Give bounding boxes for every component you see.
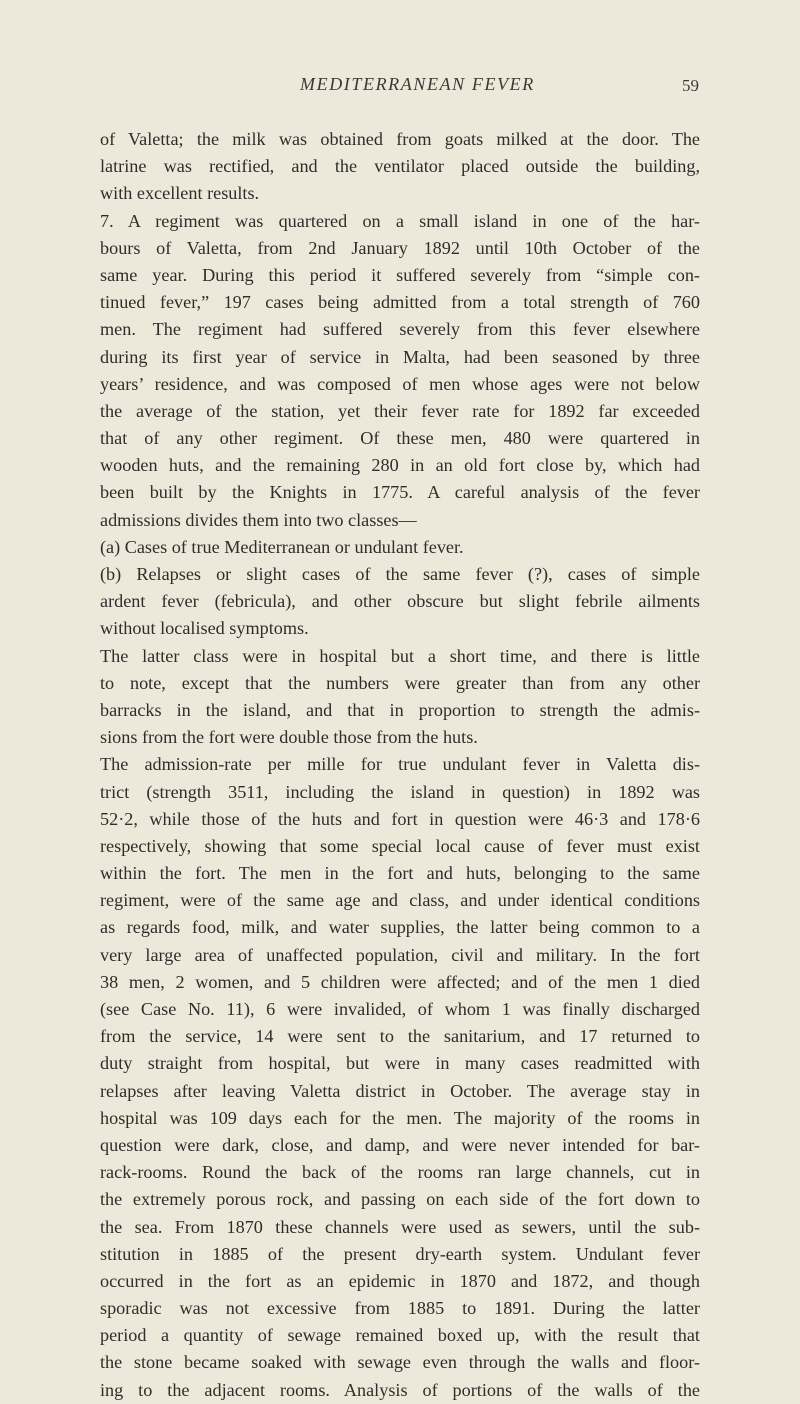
page-number: 59 [682, 76, 699, 95]
text-line: occurred in the fort as an epidemic in 1870 and 1872, and though [100, 1270, 700, 1291]
text-line: to note, except that the numbers were greater than from any other [100, 672, 700, 693]
text-line: 7. A regiment was quartered on a small island in one of the har- [100, 210, 700, 231]
body-text [100, 126, 700, 1404]
text-line: years’ residence, and was composed of men whose ages were not below [100, 373, 700, 394]
text-line: stitution in 1885 of the present dry-earth system. Undulant fever [100, 1243, 700, 1264]
text-line: hospital was 109 days each for the men. The majority of the rooms in [100, 1107, 700, 1128]
text-line: The admission-rate per mille for true undulant fever in Valetta dis- [100, 754, 700, 775]
text-line: sporadic was not excessive from 1885 to 1891. During the latter [100, 1298, 700, 1319]
text-line: sions from the fort were double those from the huts. [100, 727, 478, 748]
text-line: ing to the adjacent rooms. Analysis of portions of the walls of the [100, 1379, 700, 1400]
text-line: within the fort. The men in the fort and huts, belonging to the same [100, 863, 700, 884]
text-line: duty straight from hospital, but were in many cases readmitted with [100, 1053, 700, 1074]
text-line: the extremely porous rock, and passing on each side of the fort down to [100, 1189, 700, 1210]
text-line: wooden huts, and the remaining 280 in an old fort close by, which had [100, 455, 700, 476]
text-line: (a) Cases of true Mediterranean or undulant fever. [100, 536, 464, 557]
text-line: the average of the station, yet their fever rate for 1892 far exceeded [100, 400, 700, 421]
text-line: as regards food, milk, and water supplies, the latter being common to a [100, 917, 700, 938]
text-line: ardent fever (febricula), and other obscure but slight febrile ailments [100, 591, 700, 612]
text-line: (see Case No. 11), 6 were invalided, of whom 1 was finally discharged [100, 999, 700, 1019]
text-line: (b) Relapses or slight cases of the same fever (?), cases of simple [100, 564, 700, 584]
text-line: 52·2, while those of the huts and fort in question were 46·3 and 178·6 [100, 808, 700, 829]
text-line: from the service, 14 were sent to the sanitarium, and 17 returned to [100, 1026, 700, 1047]
text-line: relapses after leaving Valetta district in October. The average stay in [100, 1080, 700, 1101]
text-line: during its first year of service in Malta, had been seasoned by three [100, 346, 700, 367]
text-line: with excellent results. [100, 183, 260, 204]
text-line: bours of Valetta, from 2nd January 1892 until 10th October of the [100, 237, 700, 258]
text-line: of Valetta; the milk was obtained from goats milked at the door. The [100, 129, 700, 149]
text-line: same year. During this period it suffered severely from “simple con- [100, 264, 700, 285]
running-title: MEDITERRANEAN FEVER [300, 74, 535, 94]
text-line: trict (strength 3511, including the island in question) in 1892 was [100, 781, 700, 802]
text-line: admissions divides them into two classes— [100, 509, 417, 530]
text-line: regiment, were of the same age and class, and under identical conditions [100, 890, 700, 911]
text-line: period a quantity of sewage remained boxed up, with the result that [100, 1325, 700, 1346]
text-line: that of any other regiment. Of these men, 480 were quartered in [100, 428, 700, 449]
text-line: without localised symptoms. [100, 618, 309, 639]
text-line: the stone became soaked with sewage even through the walls and floor- [100, 1352, 700, 1373]
text-line: rack-rooms. Round the back of the rooms ran large channels, cut in [100, 1162, 700, 1183]
text-line: latrine was rectified, and the ventilator placed outside the building, [100, 156, 700, 177]
text-line: very large area of unaffected population, civil and military. In the fort [100, 944, 700, 965]
text-line: 38 men, 2 women, and 5 children were affected; and of the men 1 died [100, 971, 700, 992]
text-line: the sea. From 1870 these channels were used as sewers, until the sub- [100, 1216, 700, 1237]
text-line: men. The regiment had suffered severely from this fever elsewhere [100, 319, 700, 340]
text-line: barracks in the island, and that in proportion to strength the admis- [100, 699, 700, 720]
text-line: respectively, showing that some special local cause of fever must exist [100, 835, 700, 856]
text-line: The latter class were in hospital but a short time, and there is little [100, 645, 700, 666]
text-line: been built by the Knights in 1775. A careful analysis of the fever [100, 482, 700, 503]
text-line: tinued fever,” 197 cases being admitted from a total strength of 760 [100, 292, 700, 313]
text-line: question were dark, close, and damp, and were never intended for bar- [100, 1134, 700, 1155]
